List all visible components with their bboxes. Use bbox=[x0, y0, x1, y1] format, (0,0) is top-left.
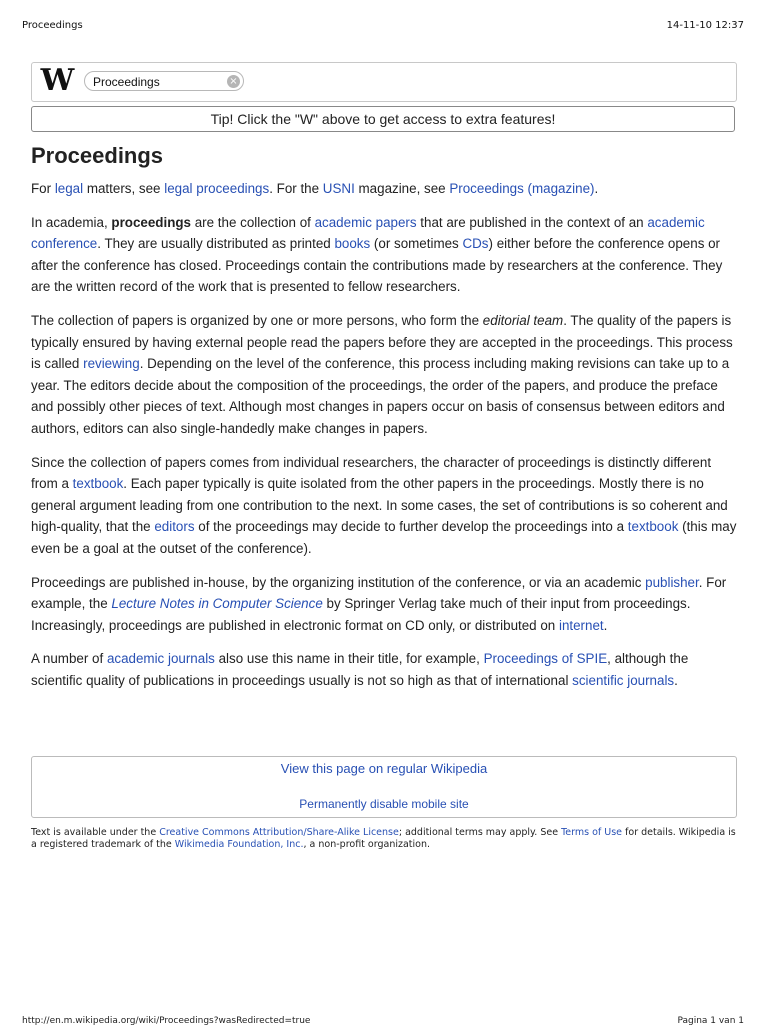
link-terms-of-use[interactable]: Terms of Use bbox=[561, 827, 623, 838]
print-header bbox=[22, 20, 744, 34]
paragraph-text: , although the scientific quality of publications in proceedings usually is not so high as that of international bbox=[31, 651, 689, 688]
view-regular-wikipedia-link[interactable]: View this page on regular Wikipedia bbox=[280, 761, 488, 776]
license-fragment: Text is available under the bbox=[31, 827, 160, 838]
link-academic-papers[interactable]: academic papers bbox=[314, 214, 417, 230]
license-fragment: , a non-profit organization. bbox=[303, 838, 431, 850]
paragraph-text: . The quality of the papers is typically ensured by having external people read the papers before they are accepted in the proceedings. This process is called bbox=[31, 312, 733, 372]
link-academic-journals[interactable]: academic journals bbox=[106, 651, 215, 667]
paragraph-3 bbox=[31, 452, 739, 560]
link-books[interactable]: books bbox=[334, 236, 371, 252]
link-proceedings-of-spie[interactable]: Proceedings of SPIE bbox=[483, 651, 608, 667]
hatnote-text: For bbox=[31, 181, 55, 196]
paragraph-text: of the proceedings may decide to further develop the proceedings into a bbox=[194, 519, 628, 535]
paragraph-text: . Each paper typically is quite isolated from the other papers in the proceedings. Mostly there is no general argument leading from one contribution to the next. In some cases, the set of contributions is so coherent and high-quality, that the bbox=[31, 476, 728, 535]
paragraph-text: (this may even be a goal at the outset of the conference). bbox=[31, 519, 737, 556]
disable-mobile-site-link[interactable]: Permanently disable mobile site bbox=[299, 797, 469, 811]
paragraph-text: Proceedings are published in-house, by the organizing institution of the conference, or via an academic bbox=[31, 574, 646, 590]
link-legal[interactable]: legal bbox=[54, 181, 84, 196]
link-proceedings-magazine[interactable]: Proceedings (magazine) bbox=[449, 181, 595, 196]
footer-box bbox=[31, 756, 737, 818]
paragraph-text: . They are usually distributed as printed bbox=[97, 236, 335, 252]
link-legal-proceedings[interactable]: legal proceedings bbox=[164, 181, 270, 196]
paragraph-text: are the collection of bbox=[191, 214, 315, 230]
paragraph-4 bbox=[31, 572, 739, 637]
link-internet[interactable]: internet bbox=[558, 617, 604, 633]
paragraph-text: . For example, the bbox=[31, 574, 727, 612]
hatnote-text: magazine, see bbox=[354, 181, 450, 196]
paragraph-text: (or sometimes bbox=[370, 236, 463, 252]
bold-term: proceedings bbox=[111, 214, 192, 230]
hatnote bbox=[31, 178, 739, 200]
paragraph-text: A number of bbox=[31, 651, 107, 667]
paragraph-text: . bbox=[674, 672, 678, 688]
print-footer-page: Pagina 1 van 1 bbox=[677, 1016, 744, 1026]
paragraph-2 bbox=[31, 310, 739, 440]
link-editors[interactable]: editors bbox=[154, 519, 195, 535]
paragraph-text: Since the collection of papers comes from individual researchers, the character of proceedings is distinctly different from a bbox=[31, 454, 712, 492]
license-fragment: for details. Wikipedia is a registered trademark of the bbox=[31, 827, 736, 850]
license-fragment: ; additional terms may apply. See bbox=[398, 827, 562, 838]
link-academic-conference[interactable]: academic conference bbox=[31, 214, 705, 252]
article-content bbox=[31, 178, 739, 703]
print-footer-url: http://en.m.wikipedia.org/wiki/Proceedings?wasRedirected=true bbox=[22, 1016, 311, 1026]
paragraph-text: by Springer Verlag take much of their input from proceedings. Increasingly, proceedings are published in electronic format on CD only, or distributed on bbox=[31, 596, 691, 633]
paragraph-text: that are published in the context of an bbox=[416, 214, 648, 230]
paragraph-1 bbox=[31, 212, 739, 298]
link-lncs[interactable]: Lecture Notes in Computer Science bbox=[111, 596, 323, 612]
paragraph-text: In academia, bbox=[31, 214, 112, 230]
page-title: Proceedings bbox=[31, 143, 164, 168]
wikipedia-w-icon[interactable]: W bbox=[40, 63, 72, 98]
link-textbook-2[interactable]: textbook bbox=[627, 519, 679, 535]
search-input-value[interactable]: Proceedings bbox=[93, 75, 160, 89]
paragraph-text: . Depending on the level of the conference, this process including making revisions can take up to a year. The editors decide about the composition of the proceedings, the order of the papers, and produce the preface and possibly other pieces of text. Although most changes in papers occur on basis of consensus between editors and authors, editors can also single-handedly make changes in papers. bbox=[31, 356, 730, 436]
link-textbook[interactable]: textbook bbox=[72, 476, 124, 492]
clear-icon[interactable]: × bbox=[227, 75, 240, 88]
link-publisher[interactable]: publisher bbox=[645, 574, 699, 590]
link-usni[interactable]: USNI bbox=[322, 181, 355, 196]
link-scientific-journals[interactable]: scientific journals bbox=[572, 672, 675, 688]
hatnote-text: . For the bbox=[269, 181, 323, 196]
print-footer bbox=[22, 1016, 744, 1026]
top-bar bbox=[31, 62, 737, 102]
paragraph-text: ) either before the conference opens or after the conference has closed. Proceedings contain the contributions made by researchers at the conference. They are the written record of the work that is presented to fellow researchers. bbox=[31, 236, 723, 295]
link-wikimedia-foundation[interactable]: Wikimedia Foundation, Inc. bbox=[174, 838, 304, 850]
tip-banner: Tip! Click the "W" above to get access to extra features! bbox=[31, 106, 735, 132]
search-input[interactable] bbox=[84, 71, 244, 91]
print-header-title: Proceedings bbox=[22, 20, 83, 31]
print-header-datetime: 14-11-10 12:37 bbox=[666, 20, 744, 31]
link-cc-license[interactable]: Creative Commons Attribution/Share-Alike License bbox=[159, 827, 399, 838]
paragraph-5 bbox=[31, 648, 739, 691]
paragraph-text: The collection of papers is organized by one or more persons, who form the bbox=[31, 312, 483, 328]
license-text bbox=[31, 827, 739, 850]
hatnote-text: . bbox=[594, 181, 599, 196]
link-cds[interactable]: CDs bbox=[462, 236, 489, 252]
italic-term: editorial team bbox=[482, 312, 564, 328]
link-reviewing[interactable]: reviewing bbox=[83, 356, 140, 372]
paragraph-text: . bbox=[603, 617, 608, 633]
hatnote-text: matters, see bbox=[83, 181, 165, 196]
paragraph-text: also use this name in their title, for example, bbox=[214, 651, 484, 667]
